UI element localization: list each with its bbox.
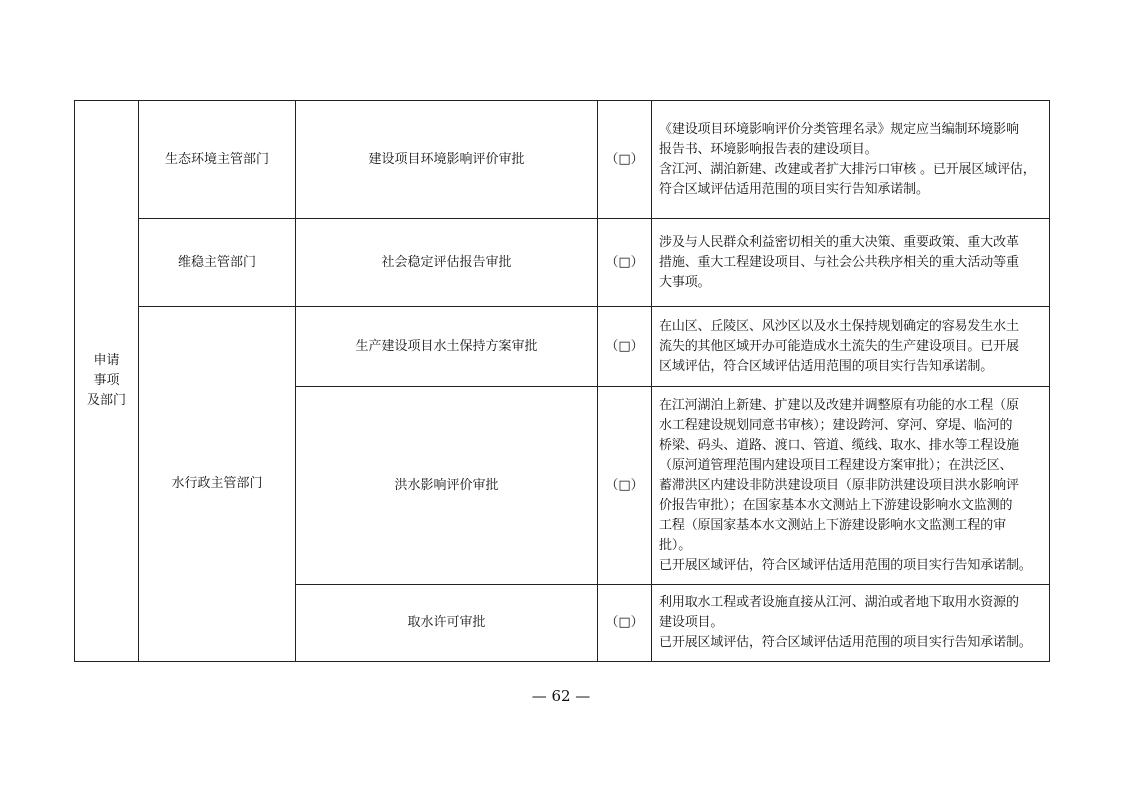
description-cell: [652, 219, 1050, 307]
description-line: 利用取水工程或者设施直接从江河、湖泊或者地下取用水资源的: [659, 595, 1019, 610]
department-cell: 维稳主管部门: [139, 219, 296, 307]
table-row: [75, 307, 1050, 387]
item-name-cell: 生产建设项目水土保持方案审批: [296, 307, 598, 387]
description-line: 符合区域评估适用范围的项目实行告知承诺制。: [659, 181, 929, 197]
category-line: 及部门: [86, 393, 126, 408]
mark-cell: （□）: [598, 585, 652, 662]
page-number: — 62 —: [531, 687, 591, 705]
mark-cell: （□）: [598, 101, 652, 219]
description-line: 价报告审批）；在国家基本水文测站上下游建设影响水文监测的: [659, 497, 1013, 513]
description-line: 建设项目。: [659, 615, 724, 630]
department-cell: 水行政主管部门: [139, 307, 296, 662]
description-line: 蓄滞洪区内建设非防洪建设项目（原非防洪建设项目洪水影响评: [659, 477, 1019, 493]
description-line: 在山区、丘陵区、风沙区以及水土保持规划确定的容易发生水土: [659, 318, 1019, 334]
table-row: [75, 101, 1050, 219]
item-name-cell: 取水许可审批: [296, 585, 598, 662]
description-line: 流失的其他区域开办可能造成水土流失的生产建设项目。已开展: [659, 338, 1019, 354]
approval-items-table: [74, 100, 1050, 662]
category-line: 事项: [93, 373, 120, 388]
table-row: [75, 219, 1050, 307]
description-line: 区域评估，符合区域评估适用范围的项目实行告知承诺制。: [659, 358, 994, 374]
mark-cell: （□）: [598, 219, 652, 307]
description-line: 措施、重大工程建设项目、与社会公共秩序相关的重大活动等重: [659, 254, 1019, 270]
description-cell: [652, 585, 1050, 662]
description-line: 含江河、湖泊新建、改建或者扩大排污口审核 。已开展区域评估，: [659, 161, 1036, 177]
description-line: 工程（原国家基本水文测站上下游建设影响水文监测工程的审: [659, 517, 1006, 533]
description-line: 批）。: [659, 537, 692, 553]
description-cell: [652, 101, 1050, 219]
description-cell: [652, 307, 1050, 387]
description-cell: [652, 387, 1050, 585]
description-line: 《建设项目环境影响评价分类管理名录》规定应当编制环境影响: [659, 121, 1019, 137]
description-line: 桥梁、码头、道路、渡口、管道、缆线、取水、排水等工程设施: [659, 437, 1019, 453]
description-line: 已开展区域评估，符合区域评估适用范围的项目实行告知承诺制。: [659, 635, 1032, 650]
item-name-cell: 社会稳定评估报告审批: [296, 219, 598, 307]
mark-cell: （□）: [598, 307, 652, 387]
description-line: （原河道管理范围内建设项目工程建设方案审批）；在洪泛区、: [659, 457, 1013, 473]
category-line: 申请: [93, 353, 120, 368]
description-line: 水工程建设规划同意书审核）；建设跨河、穿河、穿堤、临河的: [659, 417, 1013, 433]
description-line: 涉及与人民群众利益密切相关的重大决策、重要政策、重大改革: [659, 234, 1019, 250]
description-line: 大事项。: [659, 274, 711, 290]
description-line: 已开展区域评估，符合区域评估适用范围的项目实行告知承诺制。: [659, 557, 1032, 573]
description-line: 在江河湖泊上新建、扩建以及改建并调整原有功能的水工程（原: [659, 397, 1019, 413]
description-line: 报告书、环境影响报告表的建设项目。: [659, 141, 878, 157]
mark-cell: （□）: [598, 387, 652, 585]
department-cell: 生态环境主管部门: [139, 101, 296, 219]
item-name-cell: 建设项目环境影响评价审批: [296, 101, 598, 219]
category-cell: [75, 101, 139, 662]
item-name-cell: 洪水影响评价审批: [296, 387, 598, 585]
